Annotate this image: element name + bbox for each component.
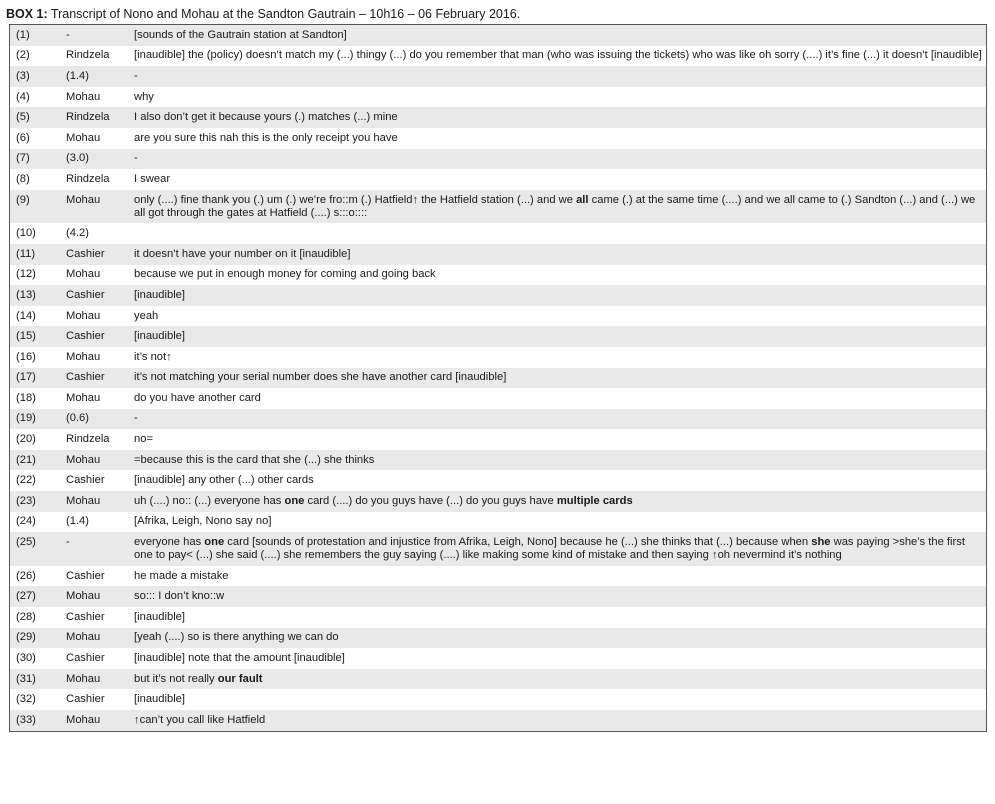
box-caption (6, 6, 520, 22)
line-number: (2) (10, 46, 62, 67)
transcript-row (10, 265, 986, 286)
utterance (130, 566, 986, 587)
utterance-text: card [sounds of protestation and injustice from Afrika, Leigh, Nono] because he (...) she thinks that (...) because when (224, 536, 812, 549)
utterance (130, 347, 986, 368)
utterance-text: =because this is the card that she (...) she thinks (134, 453, 375, 466)
speaker: Mohau (62, 491, 130, 512)
utterance (130, 46, 986, 67)
transcript-row (10, 190, 986, 224)
utterance (130, 532, 986, 566)
utterance-text: [yeah (....) so is there anything we can do (134, 631, 339, 644)
speaker: (1.4) (62, 66, 130, 87)
utterance-text: - (134, 412, 138, 425)
utterance-text: [inaudible] (134, 693, 186, 706)
emphasis-text: all (576, 193, 589, 206)
utterance-text: it’s not↑ (134, 350, 172, 363)
utterance-text: [inaudible] note that the amount [inaudible] (134, 652, 345, 665)
transcript-row (10, 285, 986, 306)
utterance (130, 628, 986, 649)
utterance-text: do you have another card (134, 391, 261, 404)
speaker: Cashier (62, 607, 130, 628)
line-number: (19) (10, 409, 62, 430)
utterance-text: uh (....) no:: (...) everyone has (134, 494, 285, 507)
transcript-box (9, 24, 987, 732)
transcript-row (10, 450, 986, 471)
line-number: (23) (10, 491, 62, 512)
utterance-text: but it’s not really (134, 672, 218, 685)
line-number: (3) (10, 66, 62, 87)
transcript-row (10, 470, 986, 491)
utterance-text: are you sure this nah this is the only receipt you have (134, 131, 398, 144)
utterance-text: - (134, 69, 138, 82)
utterance (130, 190, 986, 224)
transcript-row (10, 306, 986, 327)
transcript-row (10, 648, 986, 669)
utterance (130, 306, 986, 327)
line-number: (26) (10, 566, 62, 587)
utterance-text: because we put in enough money for coming and going back (134, 268, 436, 281)
utterance-text: yeah (134, 309, 159, 322)
utterance (130, 223, 986, 244)
utterance-text: it doesn’t have your number on it [inaudible] (134, 247, 351, 260)
transcript-row (10, 409, 986, 430)
utterance (130, 648, 986, 669)
speaker: - (62, 25, 130, 46)
line-number: (14) (10, 306, 62, 327)
line-number: (7) (10, 149, 62, 170)
transcript-row (10, 244, 986, 265)
line-number: (27) (10, 586, 62, 607)
emphasis-text: our fault (217, 672, 263, 685)
utterance (130, 244, 986, 265)
speaker: Cashier (62, 368, 130, 389)
transcript-row (10, 368, 986, 389)
line-number: (32) (10, 689, 62, 710)
line-number: (18) (10, 388, 62, 409)
transcript-row (10, 149, 986, 170)
speaker: Mohau (62, 265, 130, 286)
speaker: Mohau (62, 347, 130, 368)
utterance (130, 87, 986, 108)
utterance-text: only (....) fine thank you (.) um (.) we’re fro::m (.) Hatfield↑ the Hatfield station (...) and we (134, 193, 577, 206)
line-number: (25) (10, 532, 62, 566)
utterance (130, 285, 986, 306)
utterance-text: I swear (134, 172, 171, 185)
speaker: Cashier (62, 326, 130, 347)
line-number: (29) (10, 628, 62, 649)
utterance (130, 491, 986, 512)
utterance-text: [inaudible] (134, 288, 186, 301)
transcript-row (10, 223, 986, 244)
transcript-row (10, 429, 986, 450)
utterance (130, 409, 986, 430)
utterance-text: [inaudible] any other (...) other cards (134, 474, 314, 487)
utterance-text: - (134, 152, 138, 165)
line-number: (22) (10, 470, 62, 491)
line-number: (12) (10, 265, 62, 286)
speaker: Mohau (62, 388, 130, 409)
speaker: Mohau (62, 710, 130, 731)
transcript-row (10, 326, 986, 347)
utterance (130, 388, 986, 409)
utterance-text: it’s not matching your serial number does she have another card [inaudible] (134, 371, 507, 384)
utterance-text: why (134, 90, 154, 103)
utterance (130, 107, 986, 128)
utterance-text: [inaudible] (134, 330, 186, 343)
line-number: (1) (10, 25, 62, 46)
speaker: Mohau (62, 586, 130, 607)
utterance-text: everyone has (134, 536, 205, 549)
transcript-row (10, 669, 986, 690)
utterance-text: [inaudible] (134, 610, 186, 623)
speaker: Rindzela (62, 429, 130, 450)
transcript-row (10, 347, 986, 368)
line-number: (4) (10, 87, 62, 108)
utterance (130, 25, 986, 46)
speaker: Cashier (62, 689, 130, 710)
utterance (130, 669, 986, 690)
transcript-row (10, 491, 986, 512)
transcript-row (10, 66, 986, 87)
speaker: Rindzela (62, 46, 130, 67)
line-number: (20) (10, 429, 62, 450)
utterance-text: card (....) do you guys have (...) do you guys have (304, 494, 557, 507)
line-number: (31) (10, 669, 62, 690)
utterance (130, 265, 986, 286)
transcript-row (10, 586, 986, 607)
utterance (130, 512, 986, 533)
transcript-row (10, 710, 986, 731)
caption-text: Transcript of Nono and Mohau at the Sandton Gautrain – 10h16 – 06 February 2016. (47, 7, 521, 21)
speaker: (3.0) (62, 149, 130, 170)
transcript-row (10, 689, 986, 710)
utterance (130, 326, 986, 347)
speaker: (0.6) (62, 409, 130, 430)
line-number: (8) (10, 169, 62, 190)
speaker: (4.2) (62, 223, 130, 244)
utterance (130, 607, 986, 628)
transcript-row (10, 128, 986, 149)
line-number: (21) (10, 450, 62, 471)
speaker: Cashier (62, 648, 130, 669)
utterance-text: came (.) at the same time (....) and we all came to (.) Sandton (...) and (...) we all got through the gates at Hatfield (....) s:::o:::: (134, 193, 976, 219)
transcript-row (10, 388, 986, 409)
line-number: (17) (10, 368, 62, 389)
speaker: Mohau (62, 669, 130, 690)
emphasis-text: one (204, 536, 225, 549)
utterance (130, 470, 986, 491)
utterance (130, 66, 986, 87)
line-number: (9) (10, 190, 62, 224)
transcript-row (10, 169, 986, 190)
speaker: Mohau (62, 87, 130, 108)
utterance-text: [Afrika, Leigh, Nono say no] (134, 515, 272, 528)
speaker: (1.4) (62, 512, 130, 533)
line-number: (13) (10, 285, 62, 306)
line-number: (28) (10, 607, 62, 628)
line-number: (24) (10, 512, 62, 533)
transcript-row (10, 607, 986, 628)
speaker: Cashier (62, 566, 130, 587)
transcript-row (10, 87, 986, 108)
transcript-row (10, 628, 986, 649)
line-number: (11) (10, 244, 62, 265)
speaker: Mohau (62, 450, 130, 471)
speaker: Cashier (62, 244, 130, 265)
line-number: (5) (10, 107, 62, 128)
speaker: Mohau (62, 628, 130, 649)
emphasis-text: she (811, 536, 831, 549)
utterance-text: I also don’t get it because yours (.) matches (...) mine (134, 111, 398, 124)
speaker: Mohau (62, 128, 130, 149)
utterance (130, 586, 986, 607)
utterance-text: ↑can’t you call like Hatfield (134, 713, 266, 726)
emphasis-text: one (284, 494, 305, 507)
utterance (130, 128, 986, 149)
line-number: (33) (10, 710, 62, 731)
transcript-row (10, 107, 986, 128)
utterance-text: so::: I don’t kno::w (134, 590, 225, 603)
utterance (130, 689, 986, 710)
utterance-text: he made a mistake (134, 569, 229, 582)
transcript-row (10, 25, 986, 46)
utterance (130, 368, 986, 389)
utterance-text: was paying >she’s the first one to pay< (...) she said (....) she remembers the guy saying (....) like making some kind of mistake and then saying ↑oh nevermind it’s nothing (134, 536, 965, 562)
transcript-row (10, 46, 986, 67)
emphasis-text: multiple cards (556, 494, 633, 507)
utterance (130, 450, 986, 471)
utterance-text: no= (134, 433, 153, 446)
speaker: Cashier (62, 470, 130, 491)
line-number: (6) (10, 128, 62, 149)
speaker: Rindzela (62, 107, 130, 128)
caption-label: BOX 1: (6, 7, 48, 21)
utterance-text: [sounds of the Gautrain station at Sandton] (134, 28, 347, 41)
speaker: Cashier (62, 285, 130, 306)
utterance (130, 429, 986, 450)
line-number: (15) (10, 326, 62, 347)
utterance (130, 149, 986, 170)
line-number: (30) (10, 648, 62, 669)
transcript-row (10, 532, 986, 566)
transcript-row (10, 512, 986, 533)
transcript-row (10, 566, 986, 587)
transcript-rows (10, 25, 986, 731)
utterance (130, 710, 986, 731)
utterance-text: [inaudible] the (policy) doesn’t match my (...) thingy (...) do you remember that man (who was issuing the tickets) who was like oh sorry (....) it’s fine (...) it doesn’t [inaudible] (134, 49, 982, 62)
line-number: (10) (10, 223, 62, 244)
speaker: Mohau (62, 306, 130, 327)
transcript-table (10, 25, 986, 731)
speaker: Mohau (62, 190, 130, 224)
speaker: - (62, 532, 130, 566)
line-number: (16) (10, 347, 62, 368)
speaker: Rindzela (62, 169, 130, 190)
utterance (130, 169, 986, 190)
